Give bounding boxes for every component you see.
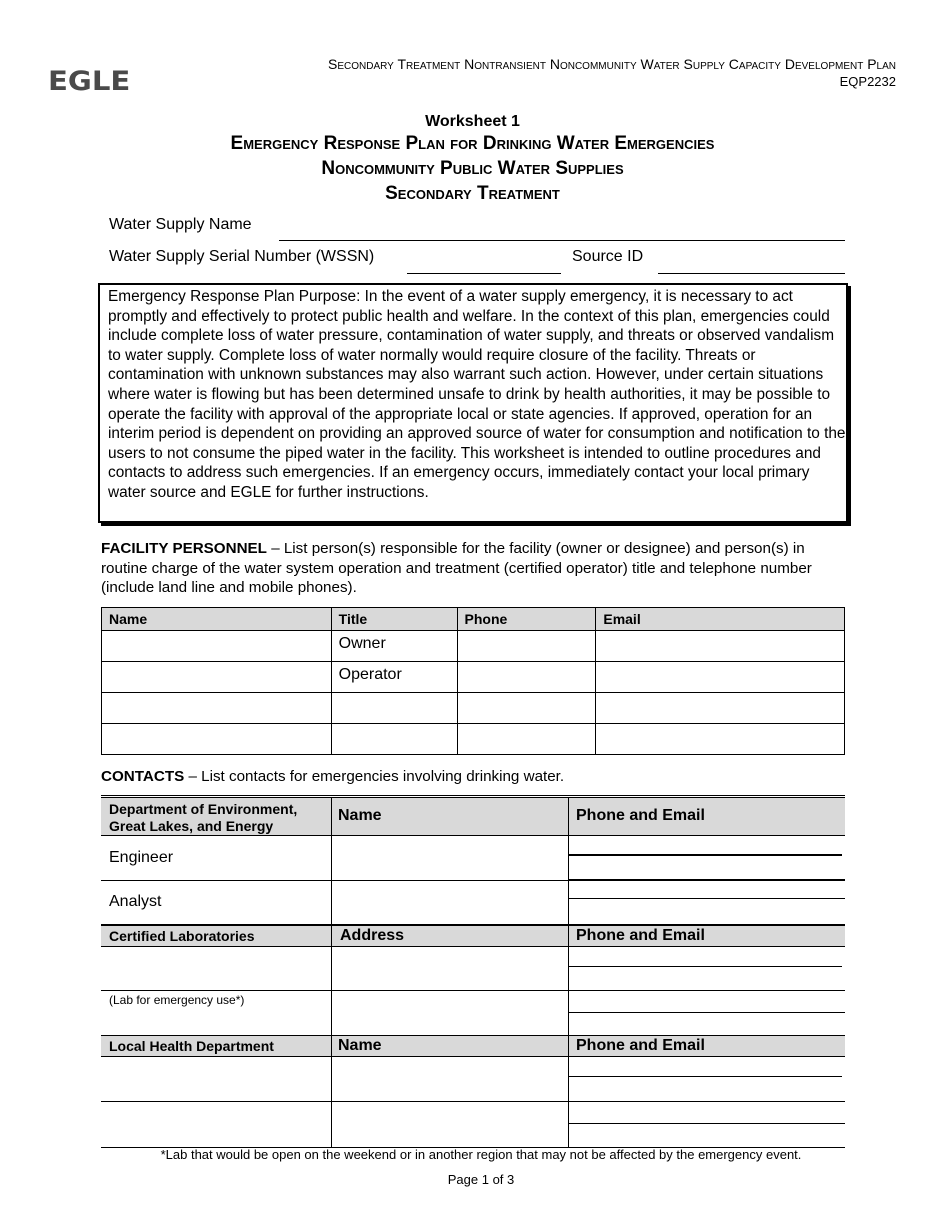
lab-phone-line[interactable] <box>568 966 842 967</box>
labs-phone-col: Phone and Email <box>576 927 705 944</box>
analyst-phone-line[interactable] <box>568 898 845 899</box>
source-id-field[interactable] <box>658 273 845 274</box>
facility-personnel-heading: FACILITY PERSONNEL <box>101 540 267 557</box>
footnote: *Lab that would be open on the weekend or in another region that may not be affected by the emergency event. <box>160 1147 802 1162</box>
contacts-heading: CONTACTS <box>101 768 185 785</box>
purpose-text: Emergency Response Plan Purpose: In the event of a water supply emergency, it is necessary to act promptly and effectively to protect public health and welfare. In the context of this plan, emergencies could include complete loss of water pressure, contamination of water supply, and threats or observed vandalism to water supply. Complete loss of water normally would require closure of the facility. Threats or contamination with unknown substances may also warrant such action. However, under certain situations where water is flowing but has been determined unsafe to drink by health authorities, it may be possible to operate the facility with approval of the appropriate local or state agencies. If approved, operation for an interim period is dependent on providing an approved source of water for consumption and notification to the users to not consume the piped water in the facility. This worksheet is intended to outline procedures and contacts to address such emergencies. If an emergency occurs, immediately contact your local primary water source and EGLE for further instructions. <box>108 288 846 501</box>
title-cell[interactable]: Owner <box>331 631 457 662</box>
email-cell[interactable] <box>596 724 845 755</box>
contacts-instructions <box>101 767 847 787</box>
wssn-label: Water Supply Serial Number (WSSN) <box>109 248 375 265</box>
facility-personnel-instructions <box>101 539 847 598</box>
analyst-label: Analyst <box>109 893 162 910</box>
personnel-table <box>101 607 845 755</box>
lhd-phone-col: Phone and Email <box>576 1037 705 1054</box>
email-cell[interactable] <box>596 693 845 724</box>
egle-logo: EGLE <box>48 66 131 97</box>
labs-header: Certified Laboratories <box>109 928 255 944</box>
title-cell[interactable] <box>331 693 457 724</box>
labs-header-row <box>101 926 845 946</box>
col-name: Name <box>102 608 332 631</box>
page-subtitle: Noncommunity Public Water Supplies <box>321 158 624 179</box>
egle-name-col: Name <box>338 807 382 824</box>
emergency-lab-phone-line[interactable] <box>568 1012 845 1013</box>
phone-cell[interactable] <box>457 724 596 755</box>
form-series-title: Secondary Treatment Nontransient Noncommunity Water Supply Capacity Development Plan <box>328 56 896 72</box>
page-subtitle-treatment: Secondary Treatment <box>385 183 560 204</box>
form-code: EQP2232 <box>839 74 896 89</box>
egle-header-row <box>101 798 845 835</box>
lab-emergency-note: (Lab for emergency use*) <box>109 993 245 1007</box>
table-row <box>102 662 845 693</box>
contacts-table <box>101 795 845 1150</box>
table-row <box>102 693 845 724</box>
facility-personnel-text: – List person(s) responsible for the facility (owner or designee) and person(s) in routine charge of the water system operation and treatment (certified operator) title and telephone number (include land line and mobile phones). <box>101 540 812 597</box>
col-email: Email <box>596 608 845 631</box>
egle-header: Department of Environment, Great Lakes, and Energy <box>109 801 298 834</box>
page-number: Page 1 of 3 <box>447 1172 515 1187</box>
title-cell[interactable] <box>331 724 457 755</box>
table-row <box>102 631 845 662</box>
source-id-label: Source ID <box>572 248 644 265</box>
lhd-phone-line-2[interactable] <box>568 1123 845 1124</box>
col-title: Title <box>331 608 457 631</box>
table-row <box>102 724 845 755</box>
supply-name-field[interactable] <box>279 240 845 241</box>
egle-phone-col: Phone and Email <box>576 807 705 824</box>
supply-name-label: Water Supply Name <box>109 216 252 233</box>
lhd-header: Local Health Department <box>109 1038 274 1054</box>
personnel-header-row <box>102 608 845 631</box>
phone-cell[interactable] <box>457 662 596 693</box>
name-cell[interactable] <box>102 693 332 724</box>
engineer-label: Engineer <box>109 849 174 866</box>
contacts-text: – List contacts for emergencies involving drinking water. <box>184 768 565 785</box>
title-cell[interactable]: Operator <box>331 662 457 693</box>
name-cell[interactable] <box>102 631 332 662</box>
email-cell[interactable] <box>596 631 845 662</box>
name-cell[interactable] <box>102 724 332 755</box>
worksheet-label: Worksheet 1 <box>425 113 520 130</box>
lhd-name-col: Name <box>338 1037 382 1054</box>
name-cell[interactable] <box>102 662 332 693</box>
phone-cell[interactable] <box>457 631 596 662</box>
phone-cell[interactable] <box>457 693 596 724</box>
lhd-header-row <box>101 1036 845 1056</box>
engineer-phone-line[interactable] <box>568 854 842 856</box>
col-phone: Phone <box>457 608 596 631</box>
purpose-box <box>98 283 848 523</box>
wssn-field[interactable] <box>407 273 561 274</box>
page-title: Emergency Response Plan for Drinking Water Emergencies <box>230 133 715 154</box>
labs-address-col: Address <box>340 927 405 944</box>
lhd-phone-line[interactable] <box>568 1076 842 1077</box>
email-cell[interactable] <box>596 662 845 693</box>
